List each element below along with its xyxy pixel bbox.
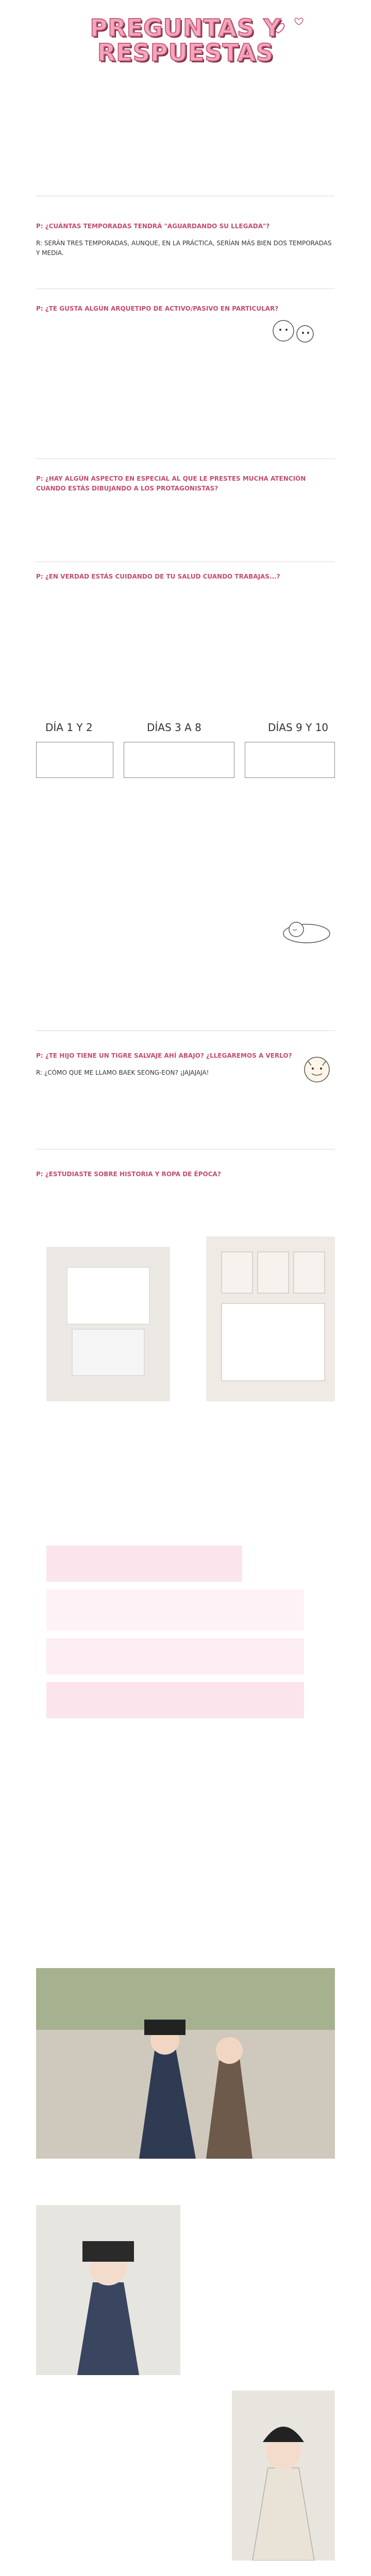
qa-block-health xyxy=(36,572,335,582)
chapter-note-4 xyxy=(46,1682,304,1718)
chibi-doodle-icon xyxy=(268,314,319,355)
header xyxy=(0,0,371,170)
divider xyxy=(36,1030,335,1031)
title-line-1: PREGUNTAS Y xyxy=(90,14,281,42)
timeline-box-2 xyxy=(124,742,234,778)
qa-block-tiger xyxy=(36,1051,335,1078)
character-sketch-left xyxy=(36,2205,180,2375)
timeline-box-1 xyxy=(36,742,113,778)
timeline-day-1-2: DÍA 1 Y 2 xyxy=(45,721,93,734)
page-title xyxy=(0,15,371,65)
qa-block-history xyxy=(36,1170,335,1179)
tiger-doodle-icon xyxy=(299,1051,335,1087)
answer: R: SERÁN TRES TEMPORADAS, AUNQUE, EN LA PRÁCTICA, SERÍAN MÁS BIEN DOS TEMPORADAS Y MEDIA. xyxy=(36,239,332,257)
character-sketch-right xyxy=(232,2391,335,2561)
question: P: ¿TE HIJO TIENE UN TIGRE SALVAJE AHÍ ABAJO? ¿LLEGAREMOS A VERLO? xyxy=(36,1052,292,1059)
chapter-note-1 xyxy=(46,1546,242,1582)
question: P: ¿CUÁNTAS TEMPORADAS TENDRÁ "AGUARDANDO SU LLEGADA"? xyxy=(36,223,270,230)
reference-books-photo xyxy=(46,1247,170,1401)
timeline-box-3 xyxy=(245,742,335,778)
qa-block-seasons xyxy=(36,222,335,258)
timeline-day-9-10: DÍAS 9 Y 10 xyxy=(268,721,329,734)
answer: R: ¿CÓMO QUE ME LLAMO BAEK SEONG-EON? ¡JAJAJAJA! xyxy=(36,1069,209,1076)
qa-block-drawing-focus xyxy=(36,474,335,493)
chapter-note-2 xyxy=(46,1589,304,1631)
question: P: ¿TE GUSTA ALGÚN ARQUETIPO DE ACTIVO/PASIVO EN PARTICULAR? xyxy=(36,305,279,312)
question: P: ¿EN VERDAD ESTÁS CUIDANDO DE TU SALUD CUANDO TRABAJAS...? xyxy=(36,573,280,580)
qa-block-archetype xyxy=(36,304,335,314)
chapter-note-3 xyxy=(46,1638,304,1674)
question: P: ¿ESTUDIASTE SOBRE HISTORIA Y ROPA DE ÉPOCA? xyxy=(36,1171,221,1178)
title-line-2: RESPUESTAS xyxy=(97,39,274,67)
sleeping-chibi-icon xyxy=(278,912,335,948)
bookshelf-photo xyxy=(206,1236,335,1401)
timeline-day-3-8: DÍAS 3 A 8 xyxy=(147,721,201,734)
question: P: ¿HAY ALGÚN ASPECTO EN ESPECIAL AL QUE LE PRESTES MUCHA ATENCIÓN CUANDO ESTÁS DIBUJANDO A LOS PROTAGONISTAS? xyxy=(36,475,306,492)
historical-clothing-illustration xyxy=(36,1968,335,2159)
